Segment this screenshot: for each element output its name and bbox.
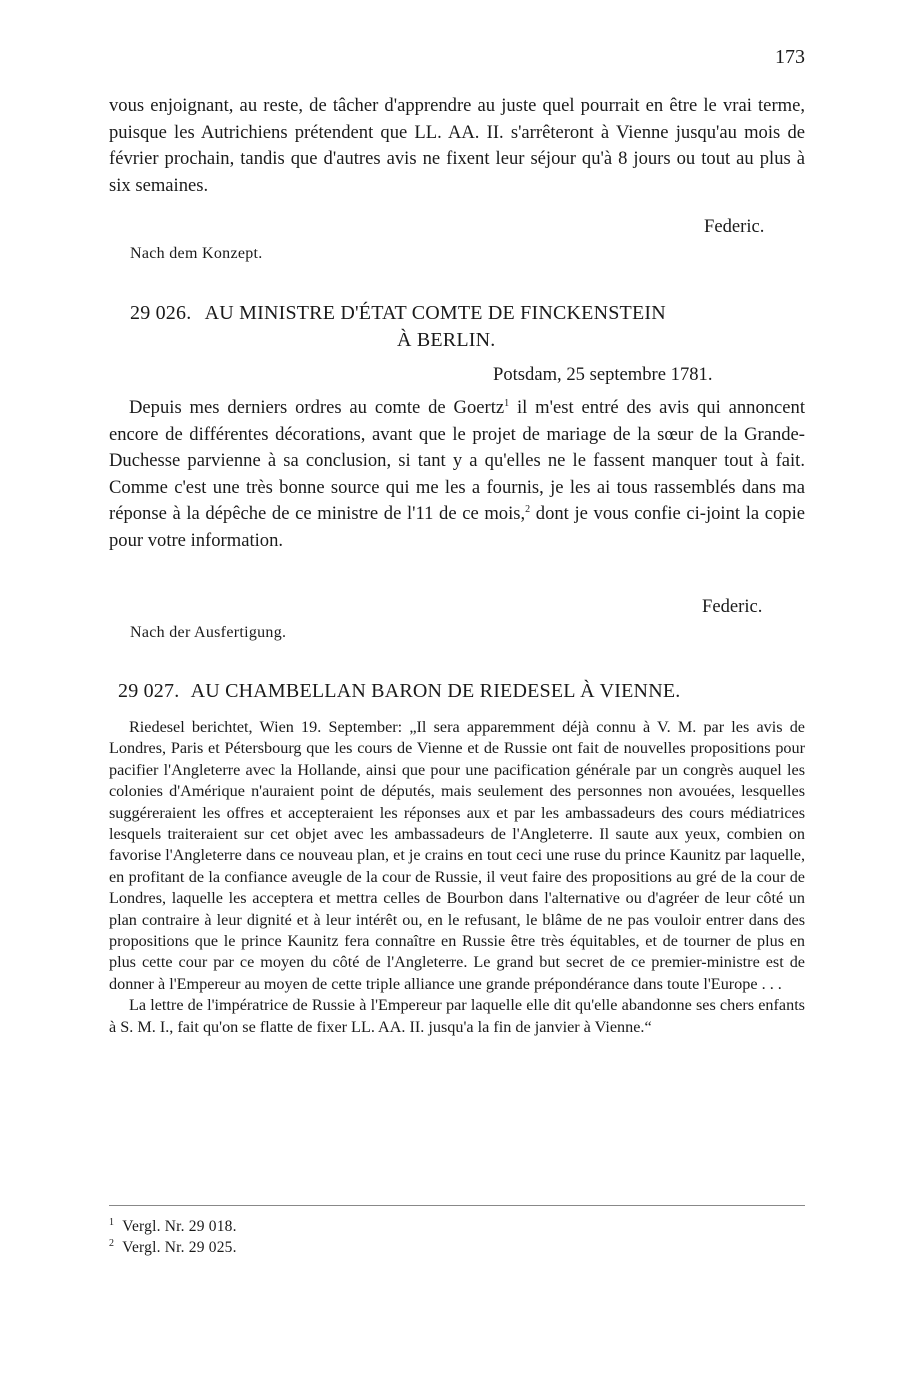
footnote [109, 1239, 237, 1257]
signature: Federic. [704, 216, 765, 237]
source-note: Nach dem Konzept. [130, 245, 263, 262]
report-excerpt [109, 717, 805, 1038]
letter-addressee: AU MINISTRE D'ÉTAT COMTE DE FINCKENSTEIN [204, 302, 666, 324]
page-number: 173 [775, 46, 805, 68]
report-paragraph: Riedesel berichtet, Wien 19. September: „Il sera apparemment déjà connu à V. M. par les avis de Londres, Paris et Pétersbourg que les cours de Vienne et de Russie ont fait de nouvelles propositions pour pacifier l'Angleterre avec la Hollande, ainsi que pour une pacification générale par un congrès auquel les colonies d'Amérique n'auraient point de députés, mais seulement des personnes non avouées, lesquelles suggéreraient les offres et accepteraient les réponses aux et par les ambassadeurs des cours médiatrices lesquels traiteraient sur cet objet avec les ambassadeurs de l'Angleterre. Il saute aux yeux, combien on favorise l'Angleterre dans ce nouveau plan, et je crains en tout ceci une ruse du prince Kaunitz par laquelle, en profitant de la confiance aveugle de la cour de Russie, il veut faire des propositions au gré de la cour de Londres, laquelle les acceptera et mettra celles de Bourbon dans l'alternative ou d'agréer de leur côté un plan contraire à leur dignité et à leur intérêt ou, en le refusant, le blâme de ne pas vouloir entrer dans des propositions que le prince Kaunitz fera connaître en Russie être très équitables, et de tourner de plus en plus cette cour par ce moyen du côté de l'Angleterre. Le grand but secret de ce premier-ministre est de donner à l'Empereur au moyen de cette triple alliance une grande prépondérance dans toute l'Europe . . . [109, 718, 805, 993]
letter-paragraph [109, 395, 805, 555]
continuation-text: vous enjoignant, au reste, de tâcher d'apprendre au juste quel pourrait en être le vrai terme, puisque les Autrichiens prétendent que LL. AA. II. s'arrêteront à Vienne jusqu'au mois de février prochain, tandis que d'autres avis ne fixent leur séjour qu'à 8 jours ou tout au plus à six semaines. [109, 95, 805, 196]
footnote-text: Vergl. Nr. 29 025. [122, 1239, 237, 1256]
letter-text: dont je vous confie ci-joint la copie pour votre information. [109, 503, 806, 551]
signature: Federic. [702, 596, 763, 617]
letter-number: 29 026. [130, 302, 192, 324]
footnote-mark: 1 [109, 1216, 115, 1228]
letter-addressee: AU CHAMBELLAN BARON DE RIEDESEL À VIENNE. [190, 680, 681, 702]
letter-text: il m'est entré des avis qui annoncent encore de différentes décorations, avant que le projet de mariage de la sœur de la Grande-Duchesse parvienne à sa conclusion, si tant y a qu'elles ne le fassent manquer tout à fait. Comme c'est une très bonne source qui me les a fournis, je les ai tous rassemblés dans ma réponse à la dépêche de ce ministre de l'11 de ce mois, [109, 397, 806, 525]
letter-text: Depuis mes derniers ordres au comte de Goertz [129, 397, 505, 418]
letter-heading-29026 [130, 302, 666, 325]
report-paragraph: La lettre de l'impératrice de Russie à l'Empereur par laquelle elle dit qu'elle abandonne ses chers enfants à S. M. I., fait qu'on se flatte de fixer LL. AA. II. jusqu'a la fin de janvier à Vienne.“ [109, 996, 805, 1036]
footnote-ref: 1 [504, 397, 510, 409]
dateline: Potsdam, 25 septembre 1781. [493, 364, 713, 385]
footnote-mark: 2 [109, 1237, 115, 1249]
letter-number: 29 027. [118, 680, 180, 702]
footnote-divider [109, 1205, 805, 1206]
footnote [109, 1218, 237, 1236]
source-note: Nach der Ausfertigung. [130, 624, 287, 641]
letter-heading-29027 [118, 680, 680, 703]
letter-body-29026 [109, 395, 805, 555]
footnote-text: Vergl. Nr. 29 018. [122, 1218, 237, 1235]
footnote-ref: 2 [525, 504, 531, 516]
continuation-paragraph [109, 93, 805, 199]
letter-heading-place: À BERLIN. [397, 329, 496, 351]
